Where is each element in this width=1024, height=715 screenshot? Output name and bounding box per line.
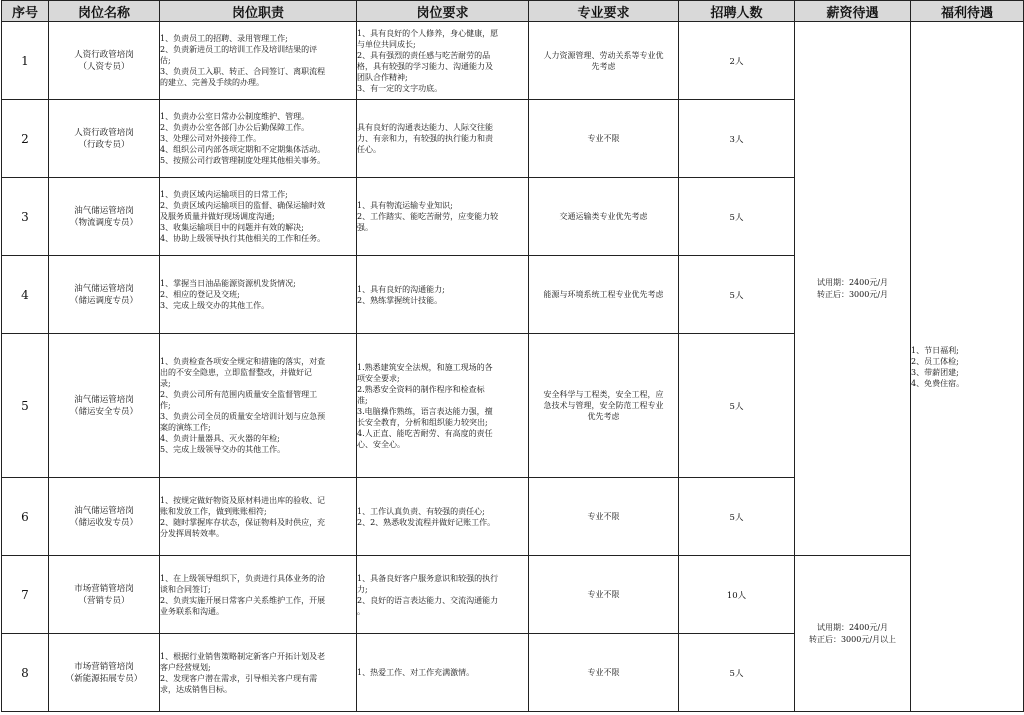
duties-cell-line: 4、负责计量器具、灭火器的年检; xyxy=(160,434,280,443)
duties-cell-line: 3、负责员工入职、转正、合同签订、离职流程 xyxy=(160,67,326,76)
requirements-cell-line: 力; xyxy=(357,584,368,594)
requirements-cell-line: 2、2、熟悉收发流程并做好记账工作。 xyxy=(357,517,496,527)
duties-cell-line: 出的不安全隐患，立即监督整改，并做好记 xyxy=(160,368,312,377)
duties-cell-line: 业务联系和沟通。 xyxy=(160,606,224,616)
major-cell xyxy=(529,478,679,556)
requirements-cell-line: 强。 xyxy=(357,223,373,232)
duties-cell xyxy=(160,556,357,634)
position-name-cell xyxy=(49,334,160,478)
position-name-cell-line: （新能源拓展专员） xyxy=(65,673,143,684)
requirements-cell xyxy=(357,178,529,256)
requirements-cell-line: 2.熟悉安全资料的制作程序和检查标 xyxy=(357,384,485,394)
major-cell-line: 交通运输类专业优先考虑 xyxy=(559,212,648,221)
requirements-cell-line: 4.人正直、能吃苦耐劳、有高度的责任 xyxy=(357,428,493,438)
duties-cell-line: 2、负责办公室各部门办公后勤保障工作。 xyxy=(160,123,310,132)
position-name-cell xyxy=(49,556,160,634)
salary-cell-line: 试用期：2400元/月 xyxy=(816,622,889,632)
duties-cell-line: 1、根据行业销售策略制定新客户开拓计划及老 xyxy=(160,651,326,661)
duties-cell xyxy=(160,100,357,178)
position-name-cell xyxy=(49,178,160,256)
major-cell-line: 先考虑 xyxy=(591,61,616,71)
count-cell xyxy=(679,178,795,256)
duties-cell-line: 账和发放工作，做到账账相符; xyxy=(160,506,267,516)
duties-cell xyxy=(160,256,357,334)
requirements-cell-line: 团队合作精神; xyxy=(357,72,408,82)
position-name-cell-line: 油气储运管培岗 xyxy=(74,205,134,216)
requirements-cell-line: 1、工作认真负责、有较强的责任心; xyxy=(357,506,485,516)
count-cell-line: 5人 xyxy=(729,668,744,679)
duties-cell-line: 1、在上级领导组织下，负责进行具体业务的洽 xyxy=(160,573,326,583)
count-cell-line: 3人 xyxy=(729,134,744,145)
duties-cell xyxy=(160,634,357,712)
seq-cell-line: 7 xyxy=(21,587,29,602)
count-cell xyxy=(679,556,795,634)
requirements-cell-line: 准; xyxy=(357,395,368,405)
seq-cell xyxy=(2,256,49,334)
seq-cell xyxy=(2,478,49,556)
count-cell xyxy=(679,634,795,712)
requirements-cell-line: 1、具有良好的沟通能力; xyxy=(357,284,445,294)
requirements-cell-line: 长安全教育，分析和组织能力较突出; xyxy=(357,417,488,427)
major-cell xyxy=(529,22,679,100)
major-cell xyxy=(529,556,679,634)
position-name-cell xyxy=(49,478,160,556)
duties-cell-line: 录; xyxy=(160,379,171,388)
duties-cell-line: 2、负责实施开展日常客户关系维护工作，开展 xyxy=(160,595,326,605)
header-welfare: 福利待遇 xyxy=(911,1,1024,22)
requirements-cell-line: 与单位共同成长; xyxy=(357,39,416,49)
duties-cell-line: 5、完成上级领导交办的其他工作。 xyxy=(160,445,286,454)
welfare-cell-line: 1、节日福利; xyxy=(911,345,959,355)
duties-cell-line: 5、按照公司行政管理制度处理其他相关事务。 xyxy=(160,156,326,165)
duties-cell-line: 案的演练工作; xyxy=(160,423,211,432)
duties-cell-line: 谈和合同签订; xyxy=(160,584,211,594)
header-position-name: 岗位名称 xyxy=(49,1,160,22)
duties-cell-line: 1、负责检查各项安全规定和措施的落实，对查 xyxy=(160,357,326,366)
requirements-cell-line: 1.熟悉建筑安全法规，和施工现场的各 xyxy=(357,362,493,372)
requirements-cell xyxy=(357,334,529,478)
seq-cell-line: 3 xyxy=(21,209,29,224)
seq-cell-line: 8 xyxy=(21,665,29,680)
seq-cell xyxy=(2,22,49,100)
salary-cell-line: 转正后：3000元/月以上 xyxy=(808,634,897,644)
count-cell xyxy=(679,100,795,178)
position-name-cell-line: 人资行政管培岗 xyxy=(74,127,134,138)
requirements-cell-line: 心、安全心。 xyxy=(357,439,405,449)
major-cell xyxy=(529,178,679,256)
count-cell xyxy=(679,334,795,478)
position-name-cell-line: 人资行政管培岗 xyxy=(74,49,134,60)
major-cell xyxy=(529,334,679,478)
requirements-cell-line: 力、有亲和力，有较强的执行能力和责 xyxy=(357,134,493,143)
duties-cell-line: 3、负责公司全员的质量安全培训计划与应急预 xyxy=(160,412,326,421)
count-cell-line: 5人 xyxy=(729,401,744,412)
requirements-cell-line: 2、熟练掌握统计技能。 xyxy=(357,295,443,305)
position-name-cell xyxy=(49,22,160,100)
requirements-cell xyxy=(357,256,529,334)
duties-cell-line: 的建立、完善及手续的办理。 xyxy=(160,78,264,87)
position-name-cell-line: （储运安全专员） xyxy=(69,406,138,417)
welfare-cell-line: 3、带薪团建; xyxy=(911,367,959,377)
count-cell-line: 2人 xyxy=(729,56,744,67)
header-requirements: 岗位要求 xyxy=(357,1,529,22)
position-name-cell-line: （行政专员） xyxy=(78,139,130,150)
requirements-cell xyxy=(357,100,529,178)
requirements-cell xyxy=(357,478,529,556)
header-major: 专业要求 xyxy=(529,1,679,22)
position-name-cell xyxy=(49,634,160,712)
duties-cell-line: 3、完成上级交办的其他工作。 xyxy=(160,301,270,310)
major-cell-line: 能源与环境系统工程专业优先考虑 xyxy=(543,290,664,299)
major-cell-line: 专业不限 xyxy=(587,134,620,143)
requirements-cell-line: 。 xyxy=(357,606,365,616)
count-cell-line: 10人 xyxy=(726,590,747,601)
duties-cell-line: 2、负责公司所有范围内质量安全监督管理工 xyxy=(160,390,318,399)
duties-cell-line: 2、发现客户潜在需求，引导相关客户现有需 xyxy=(160,673,318,683)
seq-cell-line: 6 xyxy=(21,509,29,524)
duties-cell-line: 作; xyxy=(160,401,171,410)
requirements-cell-line: 2、良好的语言表达能力、交流沟通能力 xyxy=(357,595,499,605)
count-cell xyxy=(679,256,795,334)
position-name-cell xyxy=(49,256,160,334)
duties-cell-line: 分发挥周转效率。 xyxy=(160,528,224,538)
duties-cell-line: 4、协助上级领导执行其他相关的工作和任务。 xyxy=(160,234,326,243)
requirements-cell-line: 2、工作踏实、能吃苦耐劳，应变能力较 xyxy=(357,212,499,221)
major-cell-line: 专业不限 xyxy=(587,590,620,599)
requirements-cell-line: 项安全要求; xyxy=(357,373,400,383)
position-name-cell-line: （储运收发专员） xyxy=(69,517,138,528)
salary-cell xyxy=(795,556,911,712)
salary-cell-line: 试用期：2400元/月 xyxy=(816,277,889,287)
major-cell-line: 急技术与管理，安全防范工程专业 xyxy=(543,401,664,410)
duties-cell xyxy=(160,478,357,556)
count-cell-line: 5人 xyxy=(729,290,744,301)
count-cell xyxy=(679,478,795,556)
welfare-cell xyxy=(911,22,1024,712)
seq-cell xyxy=(2,178,49,256)
major-cell-line: 优先考虑 xyxy=(587,412,620,421)
header-seq: 序号 xyxy=(2,1,49,22)
salary-cell-line: 转正后：3000元/月 xyxy=(816,289,889,299)
position-name-cell xyxy=(49,100,160,178)
seq-cell xyxy=(2,100,49,178)
header-salary: 薪资待遇 xyxy=(795,1,911,22)
duties-cell-line: 1、负责区域内运输项目的日常工作; xyxy=(160,190,288,199)
duties-cell-line: 求，达成销售目标。 xyxy=(160,684,232,694)
duties-cell-line: 2、负责区域内运输项目的监督、确保运输时效 xyxy=(160,201,326,210)
duties-cell-line: 1、负责员工的招聘、录用管理工作; xyxy=(160,34,288,43)
requirements-cell-line: 1、具备良好客户服务意识和较强的执行 xyxy=(357,573,499,583)
position-name-cell-line: 油气储运管培岗 xyxy=(74,283,134,294)
requirements-cell-line: 3、有一定的文字功底。 xyxy=(357,83,443,93)
duties-cell-line: 3、收集运输项目中的问题并有效的解决; xyxy=(160,223,304,232)
duties-cell-line: 1、负责办公室日常办公制度维护、管理。 xyxy=(160,112,310,121)
requirements-cell xyxy=(357,22,529,100)
major-cell-line: 专业不限 xyxy=(587,668,620,677)
welfare-cell-line: 4、免费住宿。 xyxy=(911,378,965,388)
header-count: 招聘人数 xyxy=(679,1,795,22)
welfare-cell-line: 2、员工体检; xyxy=(911,356,959,366)
header-row xyxy=(2,1,1024,22)
table-row xyxy=(2,22,1024,100)
requirements-cell xyxy=(357,556,529,634)
seq-cell-line: 5 xyxy=(21,398,29,413)
duties-cell-line: 1、按规定做好物资及原材料进出库的验收、记 xyxy=(160,495,326,505)
position-name-cell-line: 市场营销管培岗 xyxy=(74,583,134,594)
requirements-cell-line: 具有良好的沟通表达能力、人际交往能 xyxy=(357,123,493,132)
header-duties: 岗位职责 xyxy=(160,1,357,22)
requirements-cell-line: 格，具有较强的学习能力、沟通能力及 xyxy=(357,61,493,71)
seq-cell xyxy=(2,634,49,712)
requirements-cell-line: 1、热爱工作、对工作充满激情。 xyxy=(357,668,475,677)
duties-cell xyxy=(160,178,357,256)
duties-cell-line: 客户经营规划; xyxy=(160,662,211,672)
requirements-cell-line: 1、具有物流运输专业知识; xyxy=(357,201,453,210)
duties-cell-line: 2、相应的登记及交班; xyxy=(160,290,240,299)
position-name-cell-line: 油气储运管培岗 xyxy=(74,505,134,516)
duties-cell-line: 及服务质量并做好现场调度沟通; xyxy=(160,212,275,221)
seq-cell-line: 4 xyxy=(21,287,29,302)
requirements-cell-line: 任心。 xyxy=(357,145,381,154)
duties-cell xyxy=(160,334,357,478)
recruitment-table xyxy=(1,0,1024,712)
duties-cell-line: 估; xyxy=(160,56,171,65)
count-cell-line: 5人 xyxy=(729,512,744,523)
duties-cell-line: 2、负责新进员工的培训工作及培训结果的评 xyxy=(160,45,318,54)
position-name-cell-line: 油气储运管培岗 xyxy=(74,394,134,405)
requirements-cell xyxy=(357,634,529,712)
major-cell-line: 人力资源管理、劳动关系等专业优 xyxy=(543,50,664,60)
seq-cell-line: 1 xyxy=(21,53,29,68)
table-row xyxy=(2,556,1024,634)
position-name-cell-line: （人资专员） xyxy=(78,61,130,72)
major-cell xyxy=(529,100,679,178)
requirements-cell-line: 1、具有良好的个人修养，身心健康，愿 xyxy=(357,28,499,38)
requirements-cell-line: 3.电脑操作熟练，语言表达能力强，擅 xyxy=(357,406,493,416)
duties-cell-line: 4、组织公司内部各项定期和不定期集体活动。 xyxy=(160,145,326,154)
duties-cell-line: 2、随时掌握库存状态，保证物料及时供应，充 xyxy=(160,517,326,527)
requirements-cell-line: 2、具有强烈的责任感与吃苦耐劳的品 xyxy=(357,50,491,60)
seq-cell xyxy=(2,334,49,478)
seq-cell xyxy=(2,556,49,634)
position-name-cell-line: （物流调度专员） xyxy=(69,217,138,228)
position-name-cell-line: （储运调度专员） xyxy=(69,295,138,306)
major-cell-line: 专业不限 xyxy=(587,512,620,521)
position-name-cell-line: 市场营销管培岗 xyxy=(74,661,134,672)
duties-cell xyxy=(160,22,357,100)
major-cell-line: 安全科学与工程类，安全工程，应 xyxy=(543,390,664,399)
position-name-cell-line: （营销专员） xyxy=(78,595,130,606)
count-cell xyxy=(679,22,795,100)
major-cell xyxy=(529,634,679,712)
salary-cell xyxy=(795,22,911,556)
duties-cell-line: 3、处理公司对外接待工作。 xyxy=(160,134,262,143)
duties-cell-line: 1、掌握当日油品能源资源机发货情况; xyxy=(160,279,296,288)
seq-cell-line: 2 xyxy=(21,131,29,146)
count-cell-line: 5人 xyxy=(729,212,744,223)
major-cell xyxy=(529,256,679,334)
